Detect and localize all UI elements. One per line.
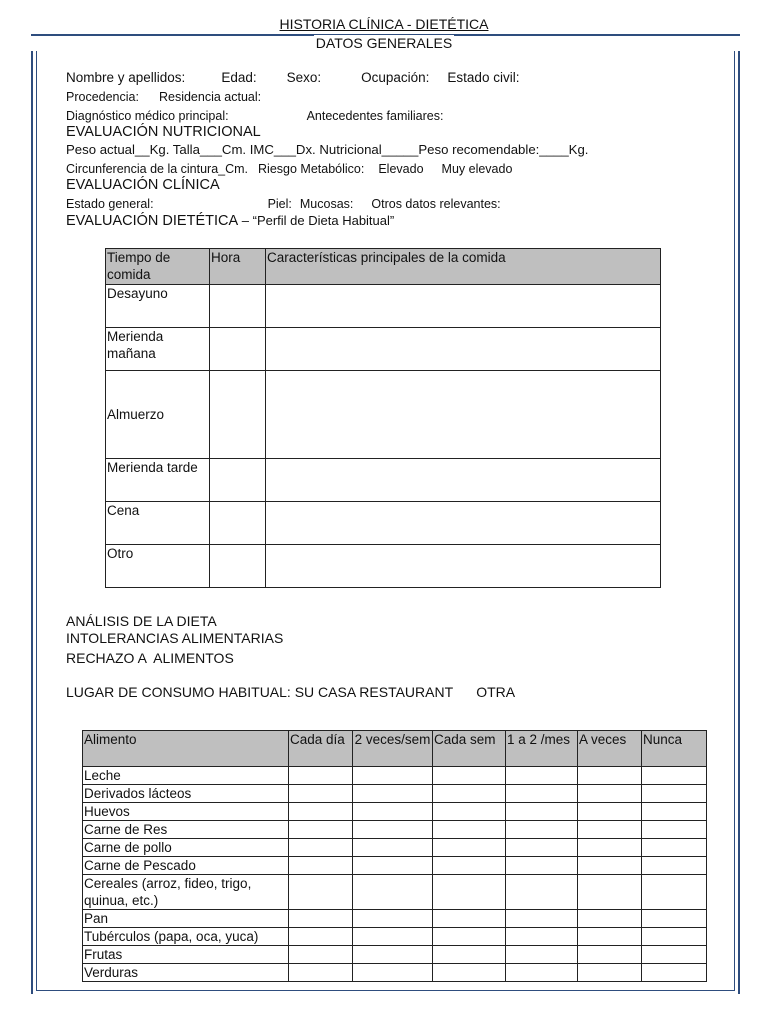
daily-cell[interactable] (289, 910, 353, 928)
frequency-table-body (83, 767, 707, 982)
sometimes-cell[interactable] (578, 785, 642, 803)
table-row (83, 803, 707, 821)
page-bottom-margin (0, 994, 768, 1024)
frequency-table-header (83, 731, 707, 767)
sometimes-cell[interactable] (578, 821, 642, 839)
table-row (83, 767, 707, 785)
monthly-cell[interactable] (506, 946, 578, 964)
daily-cell[interactable] (289, 821, 353, 839)
weekly-cell[interactable] (433, 946, 506, 964)
table-row (106, 371, 661, 459)
table-row (83, 857, 707, 875)
field-age: Edad: (221, 70, 257, 85)
food-rejection-label: RECHAZO A ALIMENTOS (66, 650, 234, 666)
table-row (83, 839, 707, 857)
header-food: Alimento (83, 731, 289, 767)
never-cell[interactable] (642, 785, 707, 803)
sometimes-cell[interactable] (578, 946, 642, 964)
monthly-cell[interactable] (506, 803, 578, 821)
twice-week-cell[interactable] (353, 946, 433, 964)
food-item: Huevos (83, 803, 289, 821)
twice-week-cell[interactable] (353, 839, 433, 857)
daily-cell[interactable] (289, 964, 353, 982)
monthly-cell[interactable] (506, 767, 578, 785)
hour-cell[interactable] (210, 371, 266, 459)
weekly-cell[interactable] (433, 964, 506, 982)
twice-week-cell[interactable] (353, 857, 433, 875)
daily-cell[interactable] (289, 928, 353, 946)
table-row (106, 459, 661, 502)
weekly-cell[interactable] (433, 928, 506, 946)
food-item: Leche (83, 767, 289, 785)
never-cell[interactable] (642, 767, 707, 785)
weekly-cell[interactable] (433, 875, 506, 910)
table-row (83, 964, 707, 982)
table-row (106, 285, 661, 328)
daily-cell[interactable] (289, 875, 353, 910)
nutritional-line-1: Peso actual__Kg. Talla___Cm. IMC___Dx. Nutricional_____Peso recomendable:____Kg. (66, 142, 589, 157)
never-cell[interactable] (642, 821, 707, 839)
twice-week-cell[interactable] (353, 821, 433, 839)
food-item: Carne de Res (83, 821, 289, 839)
never-cell[interactable] (642, 910, 707, 928)
field-general-state: Estado general: (66, 197, 154, 211)
characteristics-cell[interactable] (266, 285, 661, 328)
meal-label: Otro (106, 545, 210, 588)
sometimes-cell[interactable] (578, 964, 642, 982)
food-item: Tubérculos (papa, oca, yuca) (83, 928, 289, 946)
twice-week-cell[interactable] (353, 964, 433, 982)
daily-cell[interactable] (289, 839, 353, 857)
twice-week-cell[interactable] (353, 875, 433, 910)
field-skin: Piel: (267, 197, 292, 211)
twice-week-cell[interactable] (353, 910, 433, 928)
meal-profile-table (105, 248, 661, 588)
food-intolerance-label: INTOLERANCIAS ALIMENTARIAS (66, 630, 284, 646)
never-cell[interactable] (642, 803, 707, 821)
field-mucosa: Mucosas: (299, 197, 354, 211)
table-row (83, 946, 707, 964)
characteristics-cell[interactable] (266, 328, 661, 371)
header-monthly: 1 a 2 /mes (506, 731, 578, 767)
twice-week-cell[interactable] (353, 803, 433, 821)
monthly-cell[interactable] (506, 857, 578, 875)
sometimes-cell[interactable] (578, 839, 642, 857)
meal-label: Merienda mañana (106, 328, 210, 371)
meal-label: Almuerzo (106, 371, 210, 459)
field-other-data: Otros datos relevantes: (371, 197, 501, 211)
twice-week-cell[interactable] (353, 767, 433, 785)
weekly-cell[interactable] (433, 821, 506, 839)
field-name: Nombre y apellidos: (66, 70, 186, 85)
header-weekly: Cada sem (433, 731, 506, 767)
daily-cell[interactable] (289, 785, 353, 803)
table-row (106, 502, 661, 545)
characteristics-cell[interactable] (266, 371, 661, 459)
food-item: Verduras (83, 964, 289, 982)
hour-cell[interactable] (210, 459, 266, 502)
weekly-cell[interactable] (433, 767, 506, 785)
sometimes-cell[interactable] (578, 928, 642, 946)
sometimes-cell[interactable] (578, 857, 642, 875)
field-diagnosis: Diagnóstico médico principal: (66, 109, 229, 123)
table-row (83, 875, 707, 910)
meal-table-header (106, 249, 661, 285)
hour-cell[interactable] (210, 502, 266, 545)
twice-week-cell[interactable] (353, 928, 433, 946)
hour-cell[interactable] (210, 285, 266, 328)
twice-week-cell[interactable] (353, 785, 433, 803)
daily-cell[interactable] (289, 767, 353, 785)
table-row (106, 328, 661, 371)
weekly-cell[interactable] (433, 857, 506, 875)
monthly-cell[interactable] (506, 785, 578, 803)
monthly-cell[interactable] (506, 875, 578, 910)
field-waist: Circunferencia de la cintura_Cm. (66, 162, 249, 176)
table-row (106, 545, 661, 588)
weekly-cell[interactable] (433, 839, 506, 857)
table-row (83, 785, 707, 803)
daily-cell[interactable] (289, 857, 353, 875)
food-item: Frutas (83, 946, 289, 964)
general-line-3 (66, 108, 443, 124)
header-hour: Hora (210, 249, 266, 285)
never-cell[interactable] (642, 946, 707, 964)
consumption-place-line: LUGAR DE CONSUMO HABITUAL: SU CASA RESTAURANT OTRA (66, 684, 516, 700)
characteristics-cell[interactable] (266, 545, 661, 588)
monthly-cell[interactable] (506, 839, 578, 857)
section-title-general-data: DATOS GENERALES (0, 36, 768, 51)
weekly-cell[interactable] (433, 785, 506, 803)
never-cell[interactable] (642, 857, 707, 875)
food-item: Carne de Pescado (83, 857, 289, 875)
meal-label: Merienda tarde (106, 459, 210, 502)
heading-clinical-evaluation: EVALUACIÓN CLÍNICA (66, 177, 220, 193)
monthly-cell[interactable] (506, 910, 578, 928)
never-cell[interactable] (642, 839, 707, 857)
daily-cell[interactable] (289, 946, 353, 964)
header-characteristics: Características principales de la comida (266, 249, 661, 285)
document-title: HISTORIA CLÍNICA - DIETÉTICA (0, 17, 768, 32)
general-line-2 (66, 89, 261, 105)
monthly-cell[interactable] (506, 964, 578, 982)
never-cell[interactable] (642, 964, 707, 982)
general-line-1 (66, 70, 519, 86)
field-metabolic-risk: Riesgo Metabólico: (258, 162, 365, 176)
nutritional-line-2 (66, 161, 512, 177)
sometimes-cell[interactable] (578, 767, 642, 785)
heading-nutritional-evaluation: EVALUACIÓN NUTRICIONAL (66, 124, 261, 140)
header-meal-time: Tiempo de comida (106, 249, 210, 285)
option-very-elevated: Muy elevado (441, 162, 513, 176)
header-twice-week: 2 veces/sem (353, 731, 433, 767)
header-daily: Cada día (289, 731, 353, 767)
weekly-cell[interactable] (433, 910, 506, 928)
daily-cell[interactable] (289, 803, 353, 821)
food-item: Cereales (arroz, fideo, trigo, quinua, etc.) (83, 875, 289, 910)
characteristics-cell[interactable] (266, 459, 661, 502)
header-never: Nunca (642, 731, 707, 767)
food-item: Derivados lácteos (83, 785, 289, 803)
field-origin: Procedencia: (66, 90, 139, 104)
sometimes-cell[interactable] (578, 803, 642, 821)
weekly-cell[interactable] (433, 803, 506, 821)
diet-analysis-label: ANÁLISIS DE LA DIETA (66, 613, 217, 629)
monthly-cell[interactable] (506, 821, 578, 839)
characteristics-cell[interactable] (266, 502, 661, 545)
food-frequency-table (82, 730, 707, 982)
table-row (83, 821, 707, 839)
field-occupation: Ocupación: (361, 70, 430, 85)
table-row (83, 928, 707, 946)
hour-cell[interactable] (210, 328, 266, 371)
table-row (83, 910, 707, 928)
field-family-history: Antecedentes familiares: (306, 109, 444, 123)
sometimes-cell[interactable] (578, 910, 642, 928)
food-item: Pan (83, 910, 289, 928)
field-civil-status: Estado civil: (447, 70, 520, 85)
dietetic-subheading: – “Perfil de Dieta Habitual” (238, 213, 395, 228)
heading-dietetic-evaluation: EVALUACIÓN DIETÉTICA – “Perfil de Dieta Habitual” (66, 213, 395, 229)
option-elevated: Elevado (378, 162, 424, 176)
food-item: Carne de pollo (83, 839, 289, 857)
meal-label: Cena (106, 502, 210, 545)
meal-label: Desayuno (106, 285, 210, 328)
never-cell[interactable] (642, 928, 707, 946)
never-cell[interactable] (642, 875, 707, 910)
header-sometimes: A veces (578, 731, 642, 767)
clinical-line-1 (66, 196, 501, 212)
hour-cell[interactable] (210, 545, 266, 588)
monthly-cell[interactable] (506, 928, 578, 946)
field-residence: Residencia actual: (158, 90, 262, 104)
field-sex: Sexo: (286, 70, 322, 85)
sometimes-cell[interactable] (578, 875, 642, 910)
